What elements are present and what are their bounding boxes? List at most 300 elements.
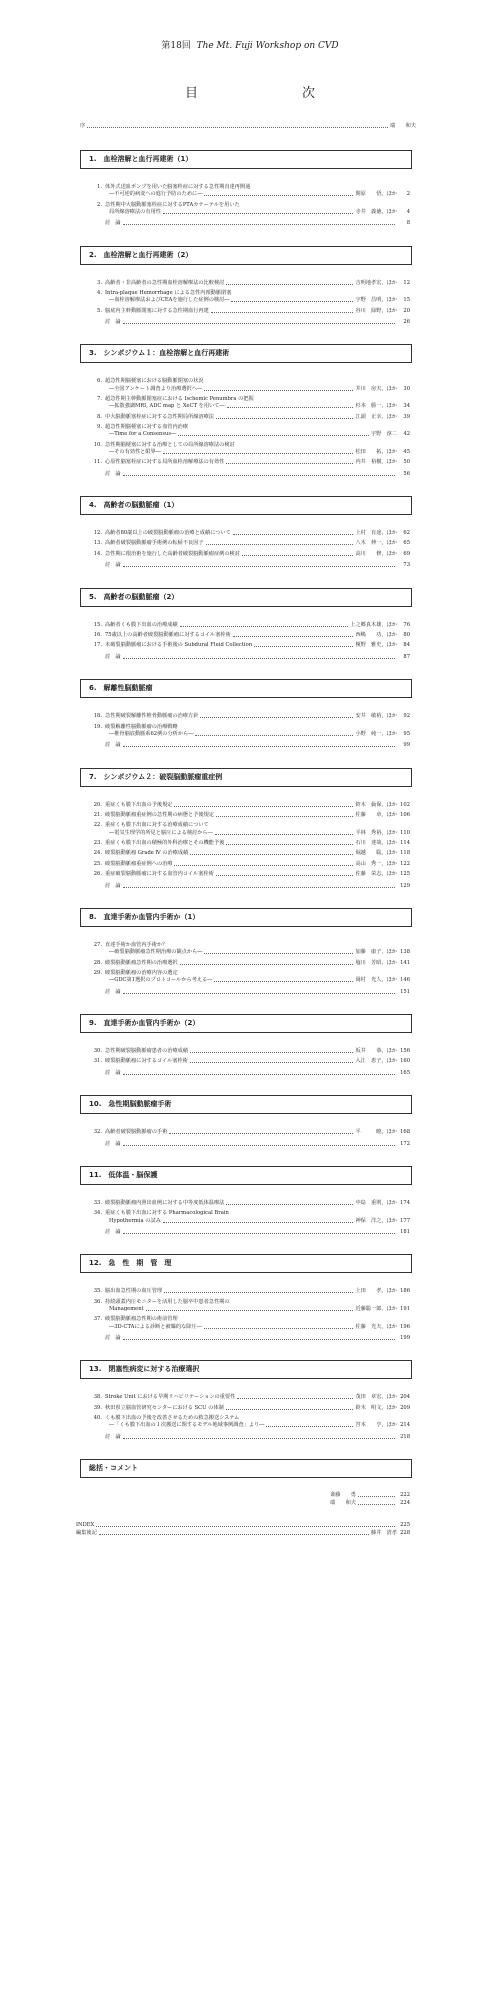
toc-row[interactable] [90, 442, 410, 448]
leader-dots [242, 555, 354, 556]
item-number: 2. [97, 201, 102, 208]
leader-dots [123, 566, 395, 567]
footer-row[interactable] [76, 1522, 410, 1528]
item-page: 92 [403, 713, 410, 720]
item-page: 209 [400, 1404, 410, 1411]
item-number: 27. [93, 942, 102, 948]
toc-row[interactable] [94, 977, 410, 983]
item-author: 上之郷真木雄，ほか [350, 621, 397, 628]
leader-dots [96, 1526, 395, 1527]
section-heading: 9. 直達手術か血管内手術か（2） [80, 1014, 412, 1033]
item-number: 40. [93, 1415, 102, 1422]
preface-row[interactable] [80, 123, 416, 129]
leader-dots [214, 981, 353, 982]
toc-row[interactable] [90, 1210, 410, 1216]
toc-row[interactable] [90, 724, 410, 730]
leader-dots [358, 1504, 395, 1505]
closing-author: 斎藤 勇 [330, 1492, 356, 1499]
toc-row[interactable] [90, 280, 410, 286]
item-page: 2 [406, 191, 410, 198]
leader-dots [254, 646, 353, 647]
item-page: 12 [403, 279, 410, 286]
item-page: 125 [400, 871, 410, 878]
item-author: 井川 房夫，ほか [355, 385, 397, 392]
leader-dots [204, 390, 353, 391]
item-title: 討 論 [105, 1335, 121, 1341]
item-number: 35. [93, 1288, 102, 1295]
item-page: 95 [403, 730, 410, 737]
toc-row[interactable] [90, 822, 410, 828]
leader-dots [123, 1233, 395, 1234]
toc-row[interactable] [90, 396, 410, 402]
toc-row[interactable] [90, 1288, 410, 1294]
item-author: 神保 洋之，ほか [355, 1217, 397, 1224]
item-title: 脳出血急性期の血圧管理 [105, 1288, 163, 1295]
leader-dots [226, 284, 353, 285]
item-author: 宇野 淳二 [371, 431, 397, 438]
item-number: 26. [93, 871, 102, 878]
item-title: 心原性脳塞栓症に対する局所血栓溶解療法の有効性 [105, 459, 225, 466]
item-title: 持続頭蓋内圧モニターを活用した脳卒中患者急性期の [105, 1298, 230, 1305]
item-page: 181 [400, 1229, 410, 1235]
item-title: ―電気生理学的所見と脳圧による検討から― [109, 829, 213, 836]
leader-dots [123, 887, 395, 888]
toc-row[interactable] [90, 861, 410, 867]
item-title: ―破裂脳動脈瘤急性期治療の観点から― [109, 949, 203, 956]
leader-dots [215, 834, 354, 835]
toc-row[interactable] [90, 713, 410, 719]
section-heading: 8. 直達手術か血管内手術か（1） [80, 908, 412, 927]
item-author: 関原 悟，ほか [355, 191, 397, 198]
item-title: 破裂脳動脈瘤に対するコイル塞栓術 [105, 1058, 188, 1065]
item-title: 未破裂脳動脈瘤における手術後の Subdural Fluid Collection [105, 642, 253, 649]
toc-row[interactable] [90, 1129, 410, 1135]
item-title: Management [109, 1306, 144, 1312]
section-heading: 12. 急 性 期 管 理 [80, 1254, 412, 1273]
item-page: 218 [400, 1433, 410, 1440]
item-number: 5. [97, 307, 102, 314]
toc-row[interactable] [94, 1218, 410, 1224]
footer-label: 編集後記 [76, 1530, 97, 1537]
leader-dots [233, 534, 354, 535]
toc-row[interactable] [90, 989, 410, 995]
item-page: 177 [400, 1217, 410, 1224]
item-author: 八木 伸一，ほか [355, 540, 397, 547]
item-author: 吉明地孝宏，ほか [355, 279, 397, 286]
item-page: 39 [403, 413, 410, 420]
item-author: 石川 達哉，ほか [355, 840, 397, 846]
toc-row[interactable] [90, 1434, 410, 1440]
toc-row[interactable] [90, 540, 410, 546]
closing-row[interactable] [330, 1500, 410, 1506]
item-page: 76 [403, 621, 410, 628]
item-title: 破裂脳動脈瘤重症例への治療 [105, 860, 173, 867]
item-number: 20. [93, 801, 102, 808]
toc-row[interactable] [90, 551, 410, 557]
item-page: 118 [400, 850, 410, 857]
item-title: 破裂脳動脈瘤急性期の治療選択 [105, 959, 178, 966]
item-number: 6. [97, 378, 102, 385]
item-title: Stroke Unit における早期リハビリテーションの重要性 [105, 1394, 236, 1401]
workshop-number: 第18回 [161, 41, 191, 51]
item-title: ―Time for a Consensus― [109, 431, 177, 438]
item-title: 討 論 [105, 470, 121, 477]
section-heading: 11. 低体温・脳保護 [80, 1166, 412, 1185]
toc-row[interactable] [90, 871, 410, 877]
section-heading: 3. シンポジウム１：血栓溶解と血行再建術 [80, 344, 412, 363]
toc-row[interactable] [90, 960, 410, 966]
toc-row[interactable] [94, 297, 410, 303]
item-number: 22. [93, 822, 102, 829]
item-title: 破裂脳動脈瘤 Grade Ⅳ の治療成績 [105, 850, 189, 857]
item-title: 中大脳動脈塞栓症に対する急性期局所線溶療法 [105, 413, 214, 420]
item-title: 75歳以上の高齢者破裂脳動脈瘤に対するコイル塞栓術 [105, 632, 231, 638]
item-page: 87 [403, 653, 410, 660]
item-title: 高齢者破裂脳動脈瘤手術例の転帰不良因子 [105, 540, 204, 547]
item-number: 1. [97, 184, 102, 190]
toc-row[interactable] [90, 530, 410, 536]
item-author: 入江 恵子，ほか [355, 1058, 397, 1065]
item-number: 33. [93, 1200, 102, 1206]
leader-dots [195, 735, 353, 736]
leader-dots [87, 127, 388, 128]
leader-dots [180, 964, 354, 965]
item-title: 急性期脳梗塞に対する治療としての局所線溶療法の検討 [105, 441, 235, 448]
leader-dots [216, 816, 354, 817]
toc-row[interactable] [90, 308, 410, 314]
item-title: 直達手術か血管内手術か？ [105, 942, 168, 948]
item-page: 129 [400, 882, 410, 889]
toc-row[interactable] [94, 449, 410, 455]
item-title: 重症くも膜下出血の予後規定 [105, 801, 173, 808]
item-title: 破裂解離性脳動脈瘤の治療戦略 [105, 723, 178, 730]
item-author: 内井 裕樹，ほか [355, 459, 397, 466]
item-page: 168 [400, 1129, 410, 1136]
item-page: 69 [403, 550, 410, 557]
item-number: 11. [93, 459, 102, 466]
item-author: 加藤 康子，ほか [355, 949, 397, 956]
leader-dots [123, 323, 395, 324]
section-heading: 4. 高齢者の脳動脈瘤（1） [80, 496, 412, 515]
toc-row[interactable] [90, 1070, 410, 1076]
closing-page: 222 [400, 1492, 410, 1499]
item-author: 小野 純一，ほか [355, 730, 397, 737]
toc-row[interactable] [94, 731, 410, 737]
item-title: 急性期中大脳動脈塞栓症に対するPTAカテーテルを用いた [105, 201, 240, 208]
toc-row[interactable] [94, 949, 410, 955]
item-author: 松田 拓，ほか [355, 448, 397, 455]
item-number: 15. [93, 621, 102, 628]
leader-dots [200, 717, 353, 718]
item-page: 42 [403, 431, 410, 438]
toc-row[interactable] [94, 191, 410, 197]
leader-dots [216, 875, 354, 876]
item-page: 20 [403, 307, 410, 314]
item-author: 平林 秀裕，ほか [355, 829, 397, 836]
item-author: 宮本 亨，ほか [355, 1422, 397, 1429]
item-page: 8 [406, 220, 410, 227]
toc-row[interactable] [90, 1335, 410, 1341]
item-author: 寺井 義徳，ほか [355, 208, 397, 215]
toc-row[interactable] [90, 970, 410, 976]
item-author: 高山 秀一，ほか [355, 860, 397, 867]
item-title: 高齢者くも膜下出血の治療成績 [105, 621, 178, 628]
leader-dots [233, 636, 354, 637]
toc-row[interactable] [94, 403, 410, 409]
item-page: 199 [400, 1335, 410, 1341]
item-title: ―不可逆的病変への進行予防のために― [109, 191, 203, 198]
item-title: 超急性期脳梗塞における脳動脈閉塞の状況 [105, 378, 204, 385]
item-page: 80 [403, 632, 410, 638]
item-page: 186 [400, 1288, 410, 1295]
item-author: 安井 敏裕，ほか [355, 713, 397, 720]
item-title: くも膜下出血の予後を改善させるための救急搬送システム [105, 1415, 240, 1422]
toc-row[interactable] [90, 378, 410, 384]
section-heading: 7. シンポジウム２：破裂脳動脈瘤重症例 [80, 768, 412, 787]
item-number: 17. [93, 642, 102, 649]
item-page: 191 [400, 1306, 410, 1312]
item-author: 高川 修，ほか [355, 550, 397, 557]
toc-row[interactable] [90, 1200, 410, 1206]
leader-dots [163, 213, 354, 214]
section-heading: 13. 閉塞性病変に対する治療選択 [80, 1360, 412, 1379]
item-number: 23. [93, 840, 102, 846]
item-title: 重症くも膜下出血に対する Pharmacological Brain [105, 1210, 229, 1217]
leader-dots [226, 1204, 353, 1205]
leader-dots [169, 1133, 353, 1134]
footer-row[interactable] [76, 1530, 410, 1536]
item-author: 宇野 昌明，ほか [355, 297, 397, 304]
toc-row[interactable] [90, 459, 410, 465]
item-number: 18. [93, 713, 102, 720]
leader-dots [226, 844, 353, 845]
item-title: ―その有効性と限界― [109, 448, 161, 455]
item-title: 急性期破裂解離性椎骨動脈瘤の治療方針 [105, 713, 199, 720]
leader-dots [163, 1222, 354, 1223]
section-heading: 5. 高齢者の脳動脈瘤（2） [80, 588, 412, 607]
item-title: 高齢者・非高齢者の急性期血栓溶解療法の比較検討 [105, 279, 225, 286]
item-title: 局所線溶療法の有用性 [109, 208, 161, 215]
leader-dots [227, 407, 354, 408]
item-page: 156 [400, 1048, 410, 1054]
item-title: 破裂脳動脈瘤急性期の術前管理 [105, 1316, 178, 1323]
toc-row[interactable] [90, 1316, 410, 1322]
item-title: Hypothermia の試み [109, 1217, 161, 1224]
toc-row[interactable] [90, 742, 410, 748]
item-number: 39. [93, 1404, 102, 1411]
item-author: 鈴木 倫保，ほか [355, 801, 397, 808]
leader-dots [164, 1292, 353, 1293]
toc-row[interactable] [90, 471, 410, 477]
leader-dots [123, 1074, 395, 1075]
leader-dots [211, 312, 354, 313]
closing-page: 224 [400, 1500, 410, 1507]
item-author: 佐藤 栄志，ほか [355, 871, 397, 878]
item-number: 19. [93, 723, 102, 730]
section-heading: 1. 血栓溶解と血行再建術（1） [80, 150, 412, 169]
item-page: 214 [400, 1422, 410, 1429]
toc-row[interactable] [90, 802, 410, 808]
item-page: 114 [400, 840, 410, 846]
toc-row[interactable] [90, 942, 410, 948]
toc-row[interactable] [90, 1229, 410, 1235]
item-author: 平 暁，ほか [355, 1129, 397, 1136]
item-number: 30. [93, 1048, 102, 1054]
item-title: 討 論 [105, 882, 121, 889]
item-number: 21. [93, 812, 102, 818]
item-title: 討 論 [105, 988, 121, 995]
item-title: 討 論 [105, 1140, 121, 1147]
item-page: 73 [403, 562, 410, 569]
item-author: 佐藤 章，ほか [355, 812, 397, 818]
toc-row[interactable] [94, 1422, 410, 1428]
item-number: 9. [97, 424, 102, 430]
item-title: 討 論 [105, 742, 121, 749]
leader-dots [178, 435, 369, 436]
item-title: 討 論 [105, 1229, 121, 1235]
item-page: 196 [400, 1323, 410, 1330]
item-page: 34 [403, 403, 410, 410]
item-page: 141 [400, 959, 410, 966]
item-title: 重症くも膜下出血に対する治療成績について [105, 822, 209, 829]
item-title: 討 論 [105, 319, 121, 325]
toc-row[interactable] [94, 830, 410, 836]
item-author: 鈴木 明文，ほか [355, 1404, 397, 1411]
item-title: ―拡散強調MRI, ADC map と XeCT を用いて― [109, 403, 225, 410]
leader-dots [231, 301, 353, 302]
toc-row[interactable] [90, 220, 410, 226]
item-author: 上村 有途，ほか [355, 530, 397, 536]
item-title: 高齢者破裂脳動脈瘤の手術 [105, 1129, 168, 1136]
leader-dots [190, 1052, 353, 1053]
toc-row[interactable] [90, 1299, 410, 1305]
toc-row[interactable] [90, 424, 410, 430]
item-author: 堀越 聡，ほか [355, 850, 397, 857]
item-title: 急性期に根治術を施行した高齢者破裂脳動脈瘤症例の検討 [105, 550, 240, 557]
item-page: 62 [403, 530, 410, 536]
footer-author: 藤井 清孝 [371, 1530, 397, 1537]
item-page: 174 [400, 1200, 410, 1206]
item-author: 谷川 緑野，ほか [355, 307, 397, 314]
item-page: 30 [403, 385, 410, 392]
item-title: 重症くも膜下出血の積極的外科治療とその機能予後 [105, 840, 225, 846]
toc-row[interactable] [94, 1324, 410, 1330]
item-number: 25. [93, 860, 102, 867]
item-number: 13. [93, 540, 102, 547]
toc-row[interactable] [90, 622, 410, 628]
item-author: 榎野 雅史，ほか [355, 642, 397, 649]
item-author: 中島 重則，ほか [355, 1200, 397, 1206]
item-title: 体外式送血ポンプを用いた脳塞栓症に対する急性期直達再開通 [105, 184, 251, 190]
toc-row[interactable] [90, 632, 410, 638]
item-page: 160 [400, 1058, 410, 1065]
leader-dots [266, 1426, 353, 1427]
leader-dots [180, 626, 349, 627]
item-number: 32. [93, 1129, 102, 1136]
toc-row[interactable] [90, 319, 410, 325]
leader-dots [123, 746, 395, 747]
toc-row[interactable] [94, 431, 410, 437]
toc-row[interactable] [90, 1141, 410, 1147]
toc-row[interactable] [90, 1058, 410, 1064]
item-page: 165 [400, 1069, 410, 1076]
leader-dots [190, 1062, 354, 1063]
toc-row[interactable] [90, 1405, 410, 1411]
toc-row[interactable] [90, 1394, 410, 1400]
item-title: 超急性期主幹動脈閉塞症における Ischemic Penumbra の把握 [105, 396, 254, 402]
item-title: 討 論 [105, 653, 121, 660]
leader-dots [146, 1310, 354, 1311]
item-author: 上田 孝，ほか [355, 1288, 397, 1295]
toc-row[interactable] [90, 1415, 410, 1421]
item-title: 討 論 [105, 220, 121, 227]
item-page: 84 [403, 642, 410, 649]
item-author: 茂田 章宏，ほか [355, 1394, 397, 1401]
item-number: 24. [93, 850, 102, 857]
toc-row[interactable] [90, 202, 410, 208]
item-number: 4. [97, 290, 102, 296]
leader-dots [174, 806, 353, 807]
item-page: 102 [400, 801, 410, 808]
leader-dots [358, 1496, 395, 1497]
item-page: 138 [400, 949, 410, 956]
toc-row[interactable] [90, 642, 410, 648]
item-title: 破裂脳動脈瘤内照出血例に対する中等度低体温療法 [105, 1200, 225, 1206]
toc-row[interactable] [90, 654, 410, 660]
item-number: 16. [93, 632, 102, 638]
toc-row[interactable] [90, 562, 410, 568]
item-author: 塩川 芳昭，ほか [355, 959, 397, 966]
item-author: 杉本 勝一，ほか [355, 403, 397, 410]
item-number: 31. [93, 1058, 102, 1065]
toc-row[interactable] [90, 840, 410, 846]
leader-dots [226, 463, 353, 464]
item-number: 34. [93, 1210, 102, 1217]
closing-row[interactable] [330, 1492, 410, 1498]
leader-dots [204, 195, 353, 196]
toc-row[interactable] [90, 850, 410, 856]
footer-page: 228 [400, 1530, 410, 1537]
item-title: Intra-plaque Hemorrhage による急性内頚動脈閉塞 [105, 290, 232, 296]
item-author: 西嶋 功，ほか [355, 632, 397, 638]
toc-row[interactable] [90, 290, 410, 296]
item-page: 15 [403, 297, 410, 304]
toc-row[interactable] [90, 883, 410, 889]
leader-dots [206, 544, 354, 545]
item-number: 3. [97, 279, 102, 286]
footer-label: INDEX [76, 1522, 95, 1529]
leader-dots [123, 993, 395, 994]
workshop-header [0, 38, 500, 51]
item-page: 65 [403, 540, 410, 547]
leader-dots [99, 1534, 369, 1535]
leader-dots [123, 1339, 395, 1340]
preface-author: 端 和夫 [390, 123, 416, 129]
toc-row[interactable] [90, 414, 410, 420]
toc-row[interactable] [90, 1048, 410, 1054]
item-number: 10. [93, 441, 102, 448]
item-title: 討 論 [105, 1069, 121, 1076]
toc-row[interactable] [90, 812, 410, 818]
toc-row[interactable] [94, 386, 410, 392]
toc-row[interactable] [90, 184, 410, 190]
item-page: 106 [400, 812, 410, 818]
toc-row[interactable] [94, 209, 410, 215]
leader-dots [123, 658, 395, 659]
preface-label: 序 [80, 123, 86, 129]
item-page: 146 [400, 977, 410, 984]
toc-row[interactable] [94, 1306, 410, 1312]
